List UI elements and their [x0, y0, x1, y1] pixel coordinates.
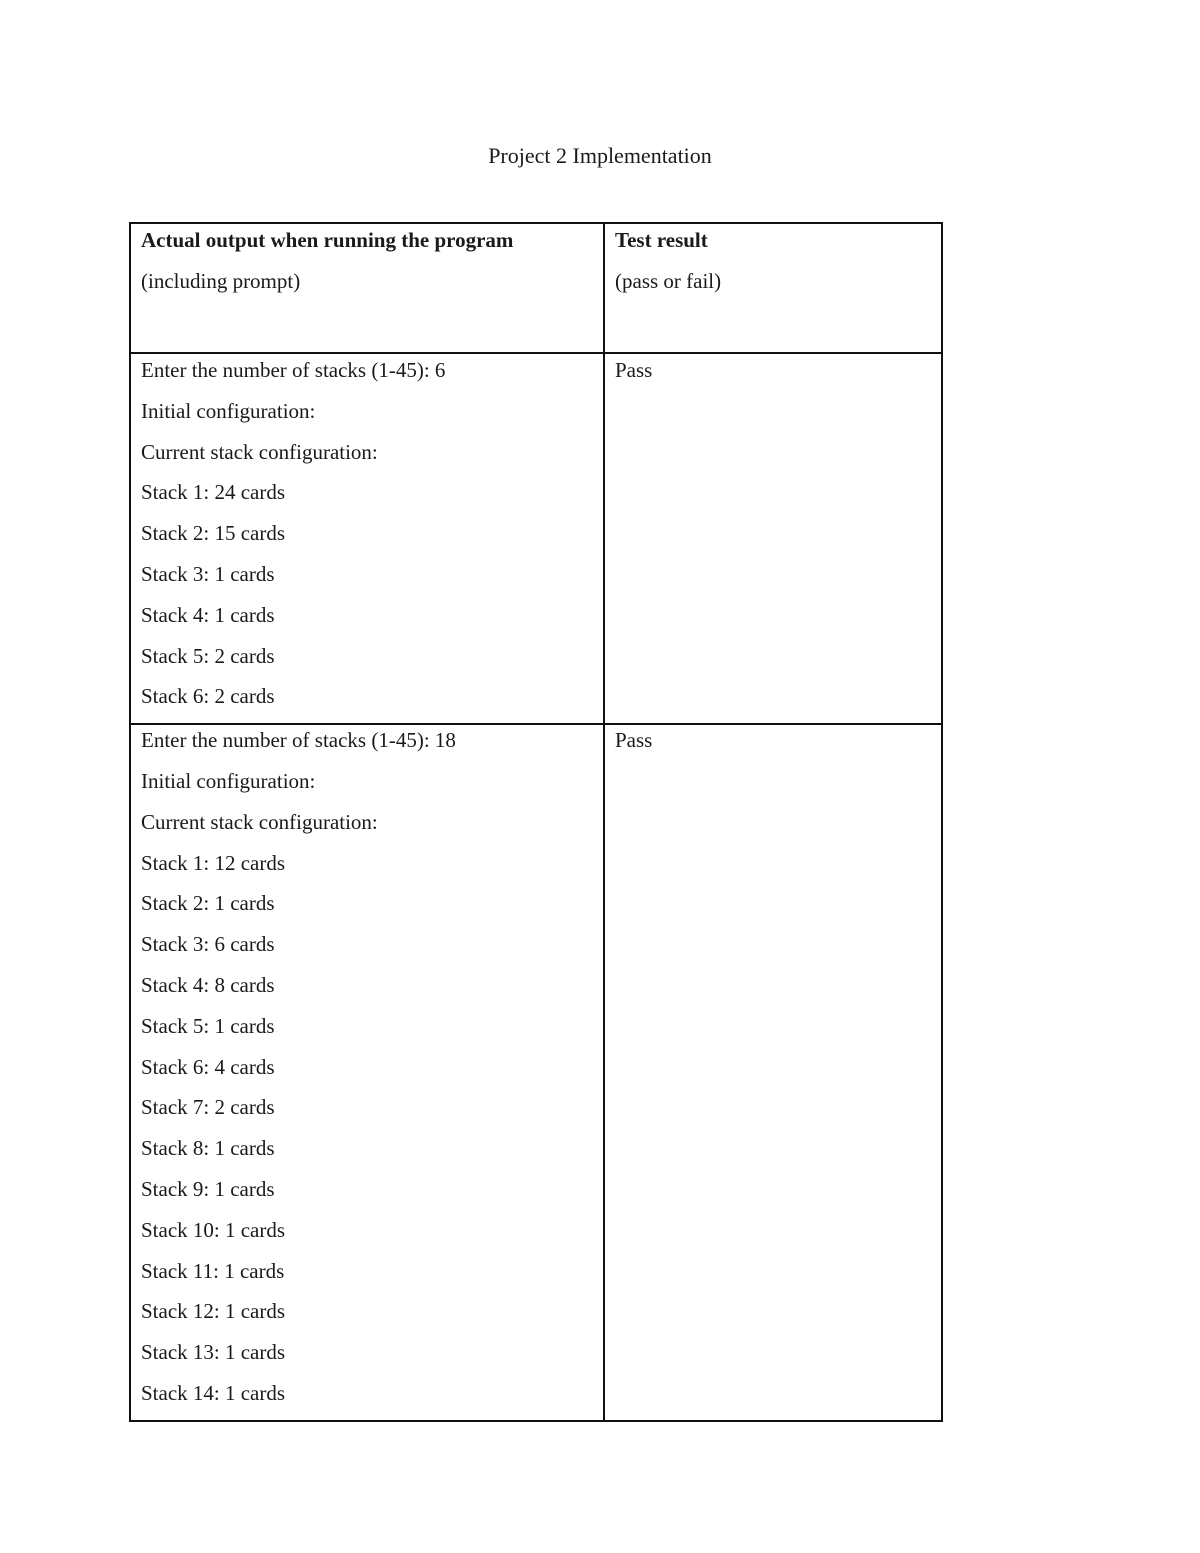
output-cell — [130, 724, 604, 1421]
output-line: Stack 5: 1 cards — [141, 1013, 275, 1038]
output-line: Stack 1: 12 cards — [141, 850, 286, 875]
table-row — [130, 724, 942, 1421]
output-line: Stack 13: 1 cards — [141, 1340, 286, 1365]
output-line: Stack 2: 1 cards — [141, 891, 275, 916]
output-header-title: Actual output when running the program — [141, 228, 514, 252]
output-line: Stack 11: 1 cards — [141, 1258, 285, 1283]
output-line: Stack 4: 1 cards — [141, 602, 275, 627]
output-line: Stack 7: 2 cards — [141, 1095, 275, 1120]
output-line: Stack 3: 1 cards — [141, 561, 275, 586]
output-line: Current stack configuration: — [141, 809, 378, 834]
page-title: Project 2 Implementation — [488, 143, 712, 168]
result-header-title: Test result — [615, 228, 708, 252]
output-line: Stack 3: 6 cards — [141, 932, 275, 957]
test-results-table — [129, 222, 943, 1422]
output-line: Stack 4: 8 cards — [141, 972, 275, 997]
output-line: Initial configuration: — [141, 768, 316, 793]
output-line: Stack 2: 15 cards — [141, 521, 286, 546]
result-cell — [604, 724, 942, 1421]
output-line: Stack 12: 1 cards — [141, 1299, 286, 1324]
output-line: Stack 5: 2 cards — [141, 643, 275, 668]
output-line: Stack 14: 1 cards — [141, 1380, 286, 1405]
output-line: Stack 6: 2 cards — [141, 684, 275, 709]
result-header-cell — [604, 223, 942, 353]
output-line: Stack 1: 24 cards — [141, 480, 286, 505]
table-header-row — [130, 223, 942, 353]
result-cell — [604, 353, 942, 724]
table-row — [130, 353, 942, 724]
output-line: Initial configuration: — [141, 398, 316, 423]
output-line: Current stack configuration: — [141, 439, 378, 464]
output-line: Stack 8: 1 cards — [141, 1136, 275, 1161]
output-cell — [130, 353, 604, 724]
result-value: Pass — [615, 358, 653, 382]
output-line: Stack 6: 4 cards — [141, 1054, 275, 1079]
output-header-subtitle: (including prompt) — [141, 268, 301, 293]
output-line: Stack 10: 1 cards — [141, 1217, 286, 1242]
result-value: Pass — [615, 728, 653, 753]
output-line: Enter the number of stacks (1-45): 18 — [141, 728, 456, 753]
result-header-subtitle: (pass or fail) — [615, 268, 722, 293]
output-header-cell — [130, 223, 604, 353]
output-line: Stack 9: 1 cards — [141, 1176, 275, 1201]
output-line: Enter the number of stacks (1-45): 6 — [141, 358, 446, 382]
